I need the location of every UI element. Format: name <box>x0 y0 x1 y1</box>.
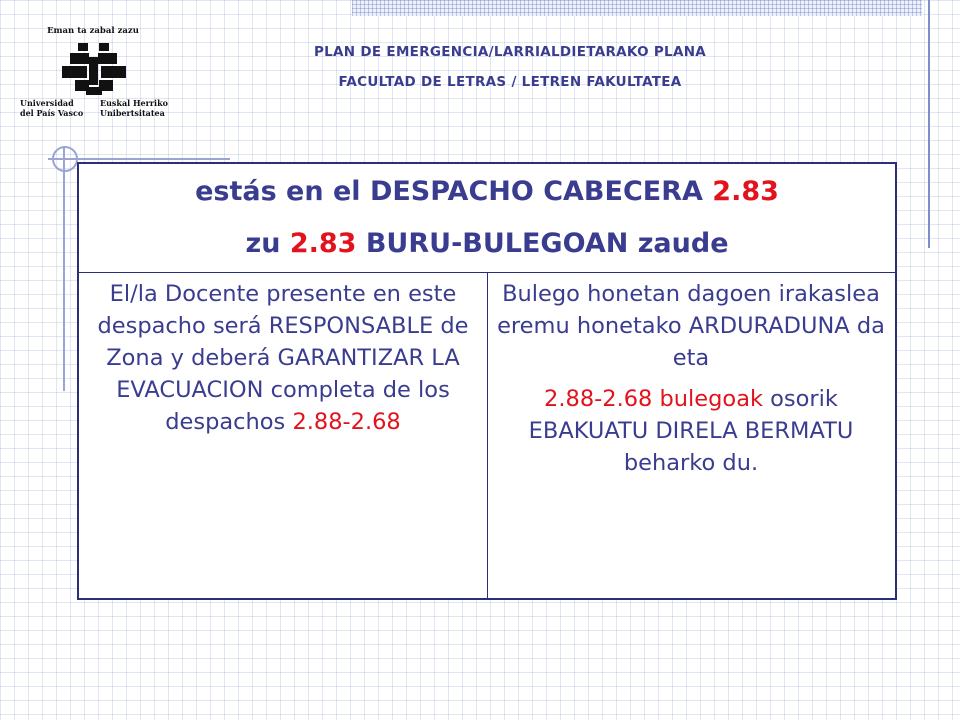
plan-title: PLAN DE EMERGENCIA/LARRIALDIETARAKO PLANA <box>313 44 707 60</box>
ring-decoration <box>52 146 78 172</box>
logo-tree-icon <box>56 40 132 106</box>
table-title-cell <box>79 164 895 273</box>
office-number: 2.83 <box>712 176 779 207</box>
left-vertical-line <box>63 146 65 391</box>
logo-text-euskal-herriko: Euskal Herriko <box>100 98 168 108</box>
column-divider <box>487 273 488 598</box>
logo-text-universidad: Universidad <box>20 98 74 108</box>
logo-text-pais-vasco: del País Vasco <box>20 108 84 118</box>
faculty-title: FACULTAD DE LETRAS / LETREN FAKULTATEA <box>338 74 682 90</box>
corner-grid-decoration <box>352 0 922 16</box>
right-vertical-line <box>928 0 930 248</box>
office-range: 2.88-2.68 <box>292 409 401 435</box>
office-range-basque: 2.88-2.68 <box>544 386 653 412</box>
notice-table <box>77 162 897 600</box>
logo-text-unibertsitatea: Unibertsitatea <box>100 108 165 118</box>
university-logo <box>18 26 168 122</box>
spanish-instructions: El/la Docente presente en este despacho será RESPONSABLE de Zona y deberá GARANTIZAR LA EVACUACION completa de los despachos 2.88-2.68 <box>97 281 469 435</box>
title-spanish: estás en el DESPACHO CABECERA 2.83 <box>195 176 779 207</box>
office-number-basque: 2.83 <box>289 228 357 259</box>
basque-instructions: Bulego honetan dagoen irakaslea eremu honetako ARDURADUNA da eta 2.88-2.68 bulegoak osorik EBAKUATU DIRELA BERMATU beharko du. <box>497 281 885 476</box>
title-basque: zu 2.83 BURU-BULEGOAN zaude <box>245 228 729 259</box>
logo-motto: Eman ta zabal zazu <box>47 26 139 36</box>
